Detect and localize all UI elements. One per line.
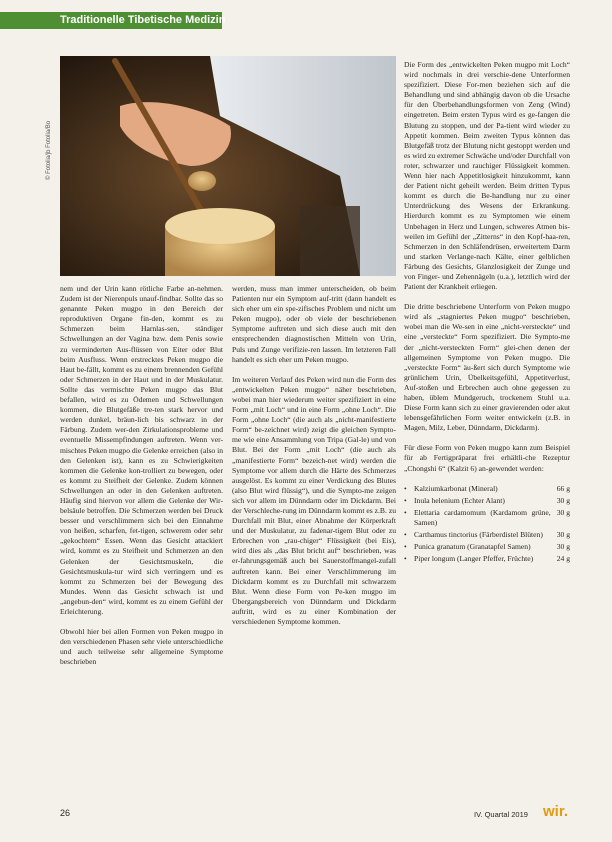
list-item (404, 508, 570, 528)
paragraph: Für diese Form von Peken mugpo kann zum Beispiel für ab Fertigpräparat frei erhältli-che Rezeptur „Chongshi 6“ (Kalzit 6) an-gewendet werden: (404, 443, 570, 473)
list-item (404, 542, 570, 552)
bullet-icon: • (404, 542, 407, 552)
bullet-icon: • (404, 507, 407, 517)
bullet-icon: • (404, 530, 407, 540)
paragraph: nem und der Urin kann rötliche Farbe an-nehmen. Zudem ist der Nierenpuls unauf-findbar. Sollte das so genannte Peken mugpo in den Bereich der reproduktiven Organe fin-den, kommt es zu Schmerzen beim Harnlas-sen, ständiger Schwellungen an der Vagina bzw. dem Penis sowie zu verminderten Aus-flüssen von Eiter oder Blut beim Ausfluss. Wenn erstrecktes Peken mugpo die Haut be-fällt, kommt es zu einem brennenden Gefühl oder Schmerzen in der Haut und in der Muskulatur. Sollte das vermischte Peken mugpo das Blut befallen, wird es zu Ödemen und Schwellungen kommen, die Blutgefäße tre-ten stark hervor und werden dunkel, bräun-lich bis schwarz in der Färbung. Zudem wer-den Zirkulationsprobleme und eventuelle Missempfindungen auftreten. Wenn ver-mischtes Peken mugpo die Gelenke erreichen (also in den Gelenken ist), kann es zu Schwierigkeiten kommen die Gelenke kon-trolliert zu bewegen, oder es kommt zu Steifheit der Gelenke. Zudem können Schwellungen an oder in den Gelenken auftreten. Häufig sind hiervon vor allem die Gelenke der Wir-belsäule betroffen. Die Schmerzen werden bei Druck besser und verschlimmern sich bei den Einnahme von heißen, scharfen, fet-tigen, schwerem oder sehr „gekochtem“ Essen. Wenn das Gesicht attackiert wird, kommt es zu Steifheit und Schmerzen an den Gelenken der Gesichtsmuskeln, die Gesichtsmuskula-tur wird sich verringern und es kommt zu Schmerzen bei der Bewegung des Mundes. Wenn das Gesicht schwach ist und „angebun-den“ wird, kommt es zu einem Gefühl der Erleichterung. (60, 284, 224, 616)
ingredient-amount: 66 g (556, 483, 570, 493)
list-item (404, 530, 570, 540)
ingredient-amount: 30 g (556, 495, 570, 505)
magazine-logo: wir. (543, 803, 569, 820)
bullet-icon: • (404, 554, 407, 564)
section-title: Traditionelle Tibetische Medizin (60, 14, 226, 26)
article-photo (60, 56, 396, 276)
ingredient-name: Piper longum (Langer Pfeffer, Früchte) (414, 554, 534, 564)
page-number: 26 (60, 808, 71, 818)
paragraph: Obwohl hier bei allen Formen von Peken mugpo in den verschiedenen Phasen sehr viele unterschiedliche und auch teilweise sehr allgemeine Symptome beschrieben (60, 627, 223, 667)
paragraph: Im weiteren Verlauf des Peken wird nun die Form des „entwickelten Peken mugpo“ näher beschrieben, wobei man hier wiederum weiter spezifiziert in eine Form „mit Loch“ und in eine Form „ohne Loch“. Die Form „ohne Loch“ (die auch als „nicht-manifestierte Form“ be-zeichnet wird) zeigt die gleichen Sympto-me wie eine Ansammlung von Tripa (Gal-le) und von Blut. Bei der Form „mit Loch“ (die auch als „manifestierte Form“ bezeich-net wird) werden die Symptome vor allem durch die Härte des Schmerzes ausgelöst. Es kommt zu einer Verdickung des Blutes (also Blut wird flüssig“), und die Sympto-me zeigen sich vor allem im Dünndarm oder im Dickdarm. Bei der Verschleche-rung im Dünndarm kommt es z.B. zu Durchfall mit Blut, einer Abnahme der Körperkraft und der Muskulatur, zu fadenar-tigem Blut oder zu Erbrechen von „rau-chiger“ Flüssigkeit (bei Eis), wird dies als „das Blut bricht auf“ beschrieben, was er-fahrungsgemäß auch bei Sauerstoffmangel-zufall auftreten kann. Bei einer Verschlimmerung im Dickdarm kommt es zu Durchfall mit schwarzem Blut. Wenn diese Form von Pe-ken mugpo im Übergangsbereich von Dünndarm und Dickdarm auftritt, wird es zu einer Kombination der verschiedenen Symptome kommen. (232, 374, 396, 626)
text-column-2 (232, 284, 396, 637)
text-column-1 (60, 284, 223, 677)
ingredient-list (404, 484, 570, 565)
ingredient-amount: 30 g (556, 507, 570, 517)
photo-credit: © Fotolia/jb Fotolia/Bo (46, 120, 52, 180)
list-item (404, 554, 570, 564)
issue-label: IV. Quartal 2019 (474, 810, 528, 819)
ingredient-name: Elettaria cardamomum (Kardamom grüne, Samen) (414, 507, 551, 527)
text-column-3 (404, 60, 570, 566)
ingredient-name: Inula helenium (Echter Alant) (414, 495, 505, 505)
bullet-icon: • (404, 483, 407, 493)
paragraph: Die Form des „entwickelten Peken mugpo mit Loch“ wird nochmals in drei verschie-dene Unterformen spezifiziert. Diese For-men beziehen sich auf die Behandlung und sind abhängig davon ob die Ursache für den Überbehandlungsformen von Zeng (Wind) eingetreten. Beim ersten Typus wird es ge-fangen die Blutung zu stoppen, und der Pa-tient wird wieder zu Appetit kommen. Beim zweiten Typus können das Blutgefäß trotz der Blutung nicht gestoppt werden und es wird zu extremer Schwäche und/oder Durchfall von roter, schwarzer und rauchiger Flüssigkeit kommen. Wenn hier nach Appetitlosigkeit hinzukommt, kann der Patient nicht geheilt werden. Beim dritten Typus kommt es durch die Be-handlung nur zu einer Unterdrückung des Wesens der Erkrankung. Hierdurch kommt es zu Symptomen wie einem Unbehagen in Herz und Lungen, schweres Atmen bis-weilen im Gefühl der „Zitterns“ in den Kopf-haa-ren, Schmerzen in den Schläfendrüsen, erweitertem Darm und starken Verlange-nach Kälte, einer gelblichen Färbung des Gesichts, Glanzlosigkeit der Zunge und von Finger- und Zehennägeln (u.a.), letztlich wird der Patient der Krankheit erliegen. (404, 60, 570, 292)
ingredient-name: Punica granatum (Granatapfel Samen) (414, 542, 531, 552)
ingredient-name: Carthamus tinctorius (Färberdistel Blüten) (414, 530, 543, 540)
ingredient-amount: 30 g (556, 542, 570, 552)
list-item (404, 484, 570, 494)
list-item (404, 496, 570, 506)
paragraph: Die dritte beschriebene Unterform von Peken mugpo wird als „stagniertes Peken mugpo“ beschrieben, wobei man die We-sen in eine „nicht-versteckte“ und eine „versteckte“ Form spezifiziert. Die Sympto-me der „nicht-versteckten Form“ glei-chen denen der allgemeinen Symptome von Peken mugpo. Die „versteckte Form“ äu-ßert sich durch Symptome wie grünlichem Urin, Übelkeitsgefühl, Appetitverlust, Auf-stoßen und Erbrechen auch ohne gegessen zu haben, üblem Mundgeruch, trockenem Stuhl u.a. Diese Form kann sich zu einer gravierenden oder akut lebensgefährlichen Form weiter entwickeln (z.B. in Magen, Milz, Leber, Dünndarm, Dickdarm). (404, 302, 570, 433)
paragraph: werden, muss man immer unterscheiden, ob beim Patienten nur ein Symptom auf-tritt (dann handelt es sich eher um ein spe-zifisches Problem und nicht um Peken mugpo), oder ob viele der beschriebenen Symptome auftreten und sich diese auch mit den entsprechenden diagnostischen Mitteln von Urin, Puls und Zunge verifizie-ren lassen. Im letzteren Fall handelt es sich eher um Peken mugpo. (232, 284, 396, 364)
ingredient-amount: 30 g (556, 530, 570, 540)
ingredient-name: Kalziumkarbonat (Mineral) (414, 483, 498, 493)
ingredient-amount: 24 g (556, 554, 570, 564)
bullet-icon: • (404, 495, 407, 505)
